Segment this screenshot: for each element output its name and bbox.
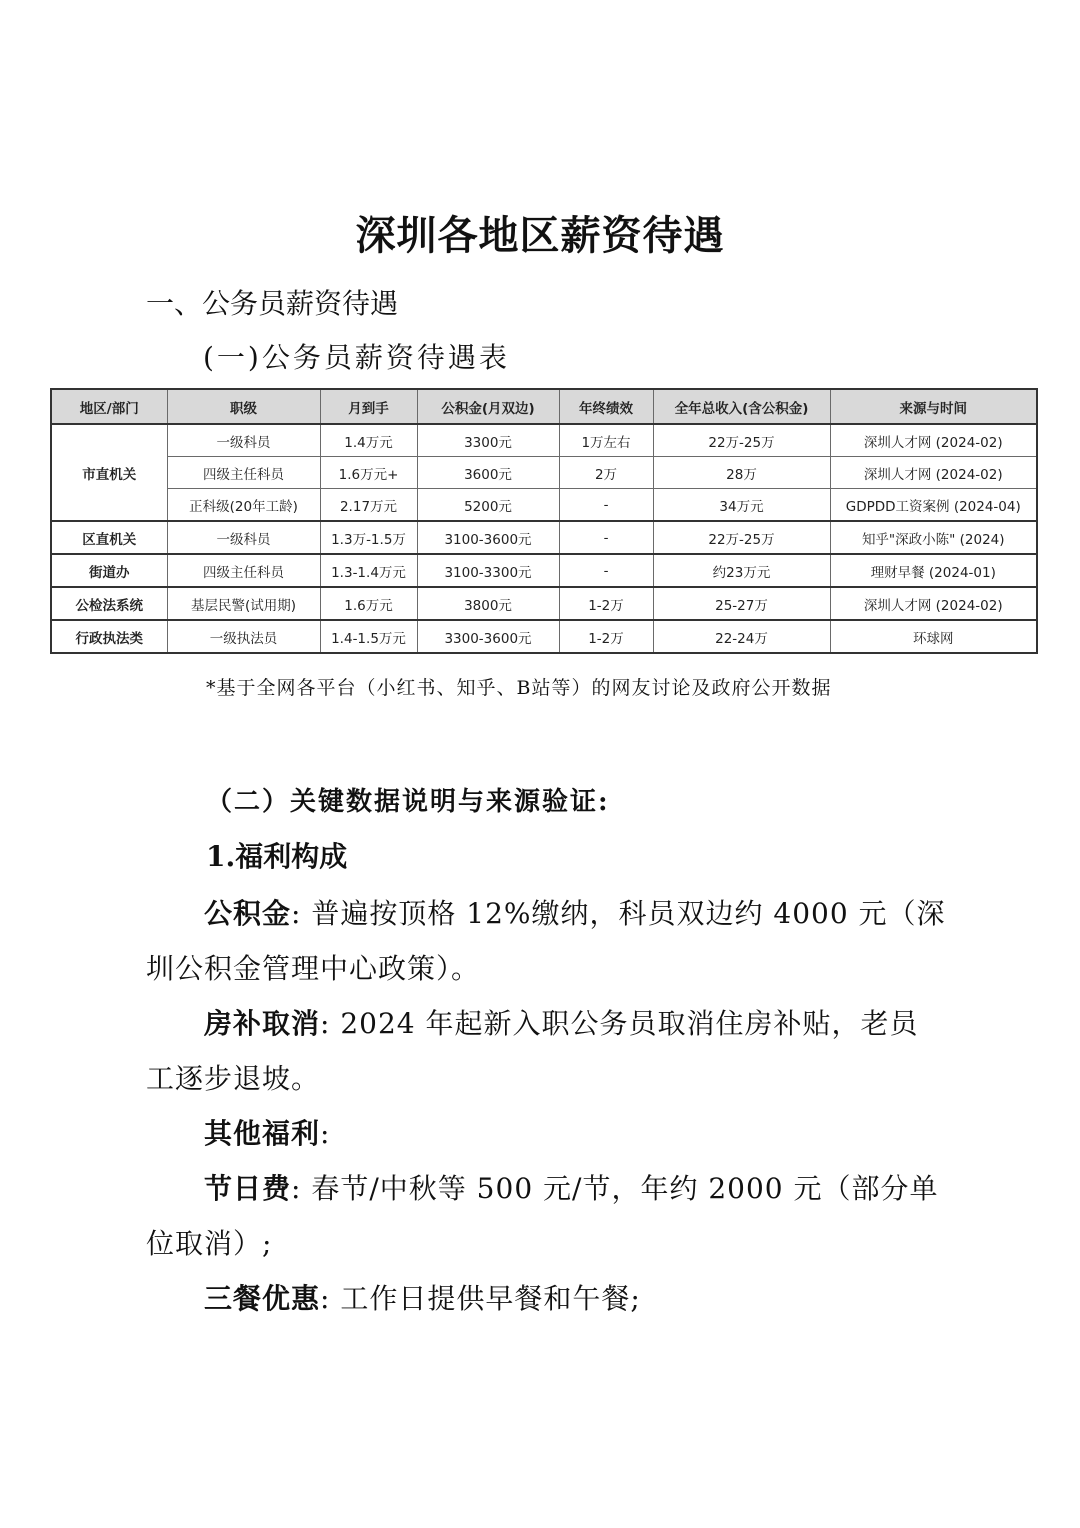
table-cell: GDPDD工资案例 (2024-04) xyxy=(830,489,1037,522)
table-cell: 一级科员 xyxy=(167,424,320,457)
table-cell: 深圳人才网 (2024-02) xyxy=(830,457,1037,489)
table-cell: 四级主任科员 xyxy=(167,554,320,587)
paragraph-lead: 其他福利 xyxy=(204,1117,321,1150)
table-cell: 一级科员 xyxy=(167,521,320,554)
table-cell: 环球网 xyxy=(830,620,1037,653)
table-cell: 约23万元 xyxy=(653,554,830,587)
table-cell: 2.17万元 xyxy=(320,489,417,522)
table-cell: - xyxy=(559,554,653,587)
paragraph-holiday-fee xyxy=(146,1161,946,1271)
region-cell: 公检法系统 xyxy=(51,587,167,620)
column-header: 来源与时间 xyxy=(830,389,1037,424)
table-cell: 2万 xyxy=(559,457,653,489)
paragraph-text: : 普遍按顶格 12%缴纳，科员双边约 4000 元（深圳公积金管理中心政策）。 xyxy=(146,897,946,985)
table-cell: 四级主任科员 xyxy=(167,457,320,489)
table-footnote: *基于全网各平台（小红书、知乎、B站等）的网友讨论及政府公开数据 xyxy=(206,677,832,699)
table-row xyxy=(51,620,1037,653)
table-cell: 34万元 xyxy=(653,489,830,522)
subsection-heading: (一)公务员薪资待遇表 xyxy=(203,341,510,374)
column-header: 地区/部门 xyxy=(51,389,167,424)
table-cell: 25-27万 xyxy=(653,587,830,620)
table-cell: 3100-3600元 xyxy=(417,521,559,554)
table-cell: 理财早餐 (2024-01) xyxy=(830,554,1037,587)
table-cell: 22万-25万 xyxy=(653,521,830,554)
paragraph-meals xyxy=(146,1271,946,1326)
table-cell: 1.6万元 xyxy=(320,587,417,620)
region-cell: 市直机关 xyxy=(51,424,167,521)
table-cell: 知乎"深政小陈" (2024) xyxy=(830,521,1037,554)
table-cell: 1.3万-1.5万 xyxy=(320,521,417,554)
table-cell: 基层民警(试用期) xyxy=(167,587,320,620)
benefits-heading: 1.福利构成 xyxy=(206,840,348,873)
table-cell: 1-2万 xyxy=(559,620,653,653)
paragraph-lead: 三餐优惠 xyxy=(204,1282,321,1315)
paragraph-housing-subsidy xyxy=(146,996,946,1106)
table-row xyxy=(51,554,1037,587)
table-cell: - xyxy=(559,489,653,522)
table-row xyxy=(51,424,1037,457)
table-cell: 1-2万 xyxy=(559,587,653,620)
table-cell: 1.3-1.4万元 xyxy=(320,554,417,587)
region-cell: 行政执法类 xyxy=(51,620,167,653)
table-cell: 1万左右 xyxy=(559,424,653,457)
table-cell: 28万 xyxy=(653,457,830,489)
table-row xyxy=(51,521,1037,554)
paragraph-lead: 节日费 xyxy=(204,1172,292,1205)
column-header: 公积金(月双边) xyxy=(417,389,559,424)
paragraph-lead: 公积金 xyxy=(204,897,292,930)
table-cell: 一级执法员 xyxy=(167,620,320,653)
table-row xyxy=(51,457,1037,489)
document-title: 深圳各地区薪资待遇 xyxy=(355,213,725,259)
table-cell: 3600元 xyxy=(417,457,559,489)
subsection-heading-2: （二）关键数据说明与来源验证: xyxy=(206,787,610,817)
table-cell: 3100-3300元 xyxy=(417,554,559,587)
column-header: 全年总收入(含公积金) xyxy=(653,389,830,424)
section-heading: 一、公务员薪资待遇 xyxy=(146,287,399,320)
table-cell: 22-24万 xyxy=(653,620,830,653)
region-cell: 街道办 xyxy=(51,554,167,587)
paragraph-text: : 2024 年起新入职公务员取消住房补贴，老员工逐步退坡。 xyxy=(146,1007,919,1095)
table-header-row xyxy=(51,389,1037,424)
paragraph-housing-fund xyxy=(146,886,946,996)
table-cell: 深圳人才网 (2024-02) xyxy=(830,424,1037,457)
paragraph-text: : 春节/中秋等 500 元/节，年约 2000 元（部分单位取消）; xyxy=(146,1172,939,1260)
region-cell: 区直机关 xyxy=(51,521,167,554)
table-cell: 1.4-1.5万元 xyxy=(320,620,417,653)
column-header: 年终绩效 xyxy=(559,389,653,424)
table-cell: 3800元 xyxy=(417,587,559,620)
table-row xyxy=(51,489,1037,522)
paragraph-lead: 房补取消 xyxy=(204,1007,321,1040)
table-cell: 1.6万元+ xyxy=(320,457,417,489)
table-row xyxy=(51,587,1037,620)
table-cell: 5200元 xyxy=(417,489,559,522)
table-cell: 3300元 xyxy=(417,424,559,457)
table-cell: 22万-25万 xyxy=(653,424,830,457)
salary-table xyxy=(50,388,1038,654)
column-header: 职级 xyxy=(167,389,320,424)
table-cell: 深圳人才网 (2024-02) xyxy=(830,587,1037,620)
table-cell: 正科级(20年工龄) xyxy=(167,489,320,522)
table-cell: 3300-3600元 xyxy=(417,620,559,653)
paragraph-other-benefits xyxy=(146,1106,946,1161)
paragraph-text: : xyxy=(320,1117,331,1150)
table-cell: - xyxy=(559,521,653,554)
paragraph-text: : 工作日提供早餐和午餐; xyxy=(320,1282,641,1315)
column-header: 月到手 xyxy=(320,389,417,424)
table-cell: 1.4万元 xyxy=(320,424,417,457)
